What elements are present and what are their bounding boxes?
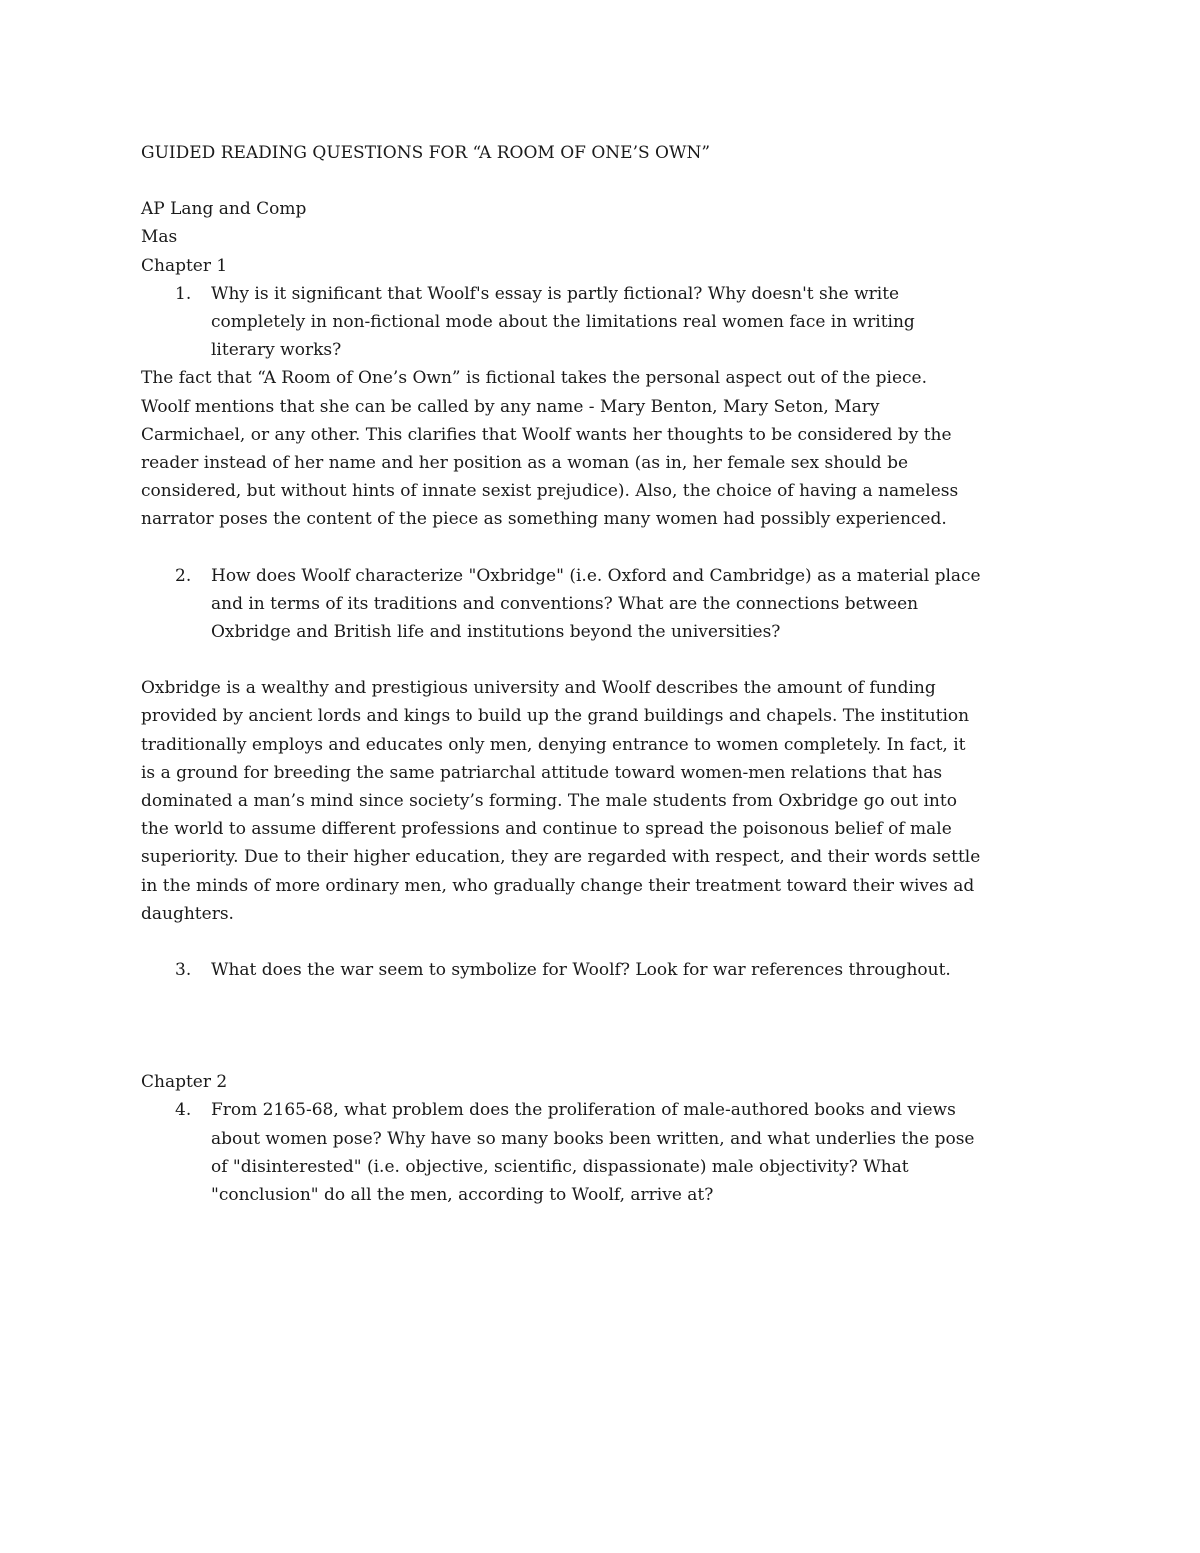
answer-line: dominated a man’s mind since society’s forming. The male students from Oxbridge go out into xyxy=(141,791,957,812)
answer-line: The fact that “A Room of One’s Own” is fictional takes the personal aspect out of the piece. xyxy=(141,368,928,389)
answer-line: Woolf mentions that she can be called by any name - Mary Benton, Mary Seton, Mary xyxy=(141,396,880,417)
student-name: Mas xyxy=(141,227,178,248)
question-number: 1. xyxy=(175,283,192,304)
question-line: "conclusion" do all the men, according to Woolf, arrive at? xyxy=(211,1185,714,1206)
spacer xyxy=(141,534,1061,562)
answer-line: reader instead of her name and her position as a woman (as in, her female sex should be xyxy=(141,453,909,474)
chapter-1-heading: Chapter 1 xyxy=(141,255,228,276)
question-1 xyxy=(141,280,1061,365)
answer-line: provided by ancient lords and kings to build up the grand buildings and chapels. The institution xyxy=(141,706,970,727)
question-line: What does the war seem to symbolize for Woolf? Look for war references throughout. xyxy=(211,960,951,981)
answer-line: Carmichael, or any other. This clarifies that Woolf wants her thoughts to be considered by the xyxy=(141,424,952,445)
spacer xyxy=(141,928,1061,956)
answer-2 xyxy=(141,674,1061,928)
document-body xyxy=(141,139,1061,1209)
spacer xyxy=(141,984,1061,1068)
answer-line: narrator poses the content of the piece as something many women had possibly experienced. xyxy=(141,509,947,530)
course-name: AP Lang and Comp xyxy=(141,199,307,220)
question-line: How does Woolf characterize "Oxbridge" (i.e. Oxford and Cambridge) as a material place xyxy=(211,565,981,586)
question-4 xyxy=(141,1096,1061,1209)
question-line: Oxbridge and British life and institutions beyond the universities? xyxy=(211,622,781,643)
answer-line: considered, but without hints of innate sexist prejudice). Also, the choice of having a nameless xyxy=(141,481,959,502)
spacer xyxy=(141,167,1061,195)
question-line: From 2165-68, what problem does the proliferation of male-authored books and views xyxy=(211,1100,956,1121)
question-line: completely in non-fictional mode about the limitations real women face in writing xyxy=(211,312,915,333)
question-number: 2. xyxy=(175,565,192,586)
question-number: 3. xyxy=(175,960,192,981)
answer-line: is a ground for breeding the same patriarchal attitude toward women-men relations that has xyxy=(141,762,943,783)
answer-line: Oxbridge is a wealthy and prestigious university and Woolf describes the amount of funding xyxy=(141,678,936,699)
question-line: of "disinterested" (i.e. objective, scientific, dispassionate) male objectivity? What xyxy=(211,1156,909,1177)
question-number: 4. xyxy=(175,1100,192,1121)
answer-line: superiority. Due to their higher education, they are regarded with respect, and their words settle xyxy=(141,847,981,868)
answer-1 xyxy=(141,364,1061,533)
question-line: and in terms of its traditions and conventions? What are the connections between xyxy=(211,593,919,614)
answer-line: traditionally employs and educates only men, denying entrance to women completely. In fact, it xyxy=(141,734,966,755)
answer-line: in the minds of more ordinary men, who gradually change their treatment toward their wives ad xyxy=(141,875,975,896)
document-title: GUIDED READING QUESTIONS FOR “A ROOM OF ONE’S OWN” xyxy=(141,143,711,163)
chapter-2-heading: Chapter 2 xyxy=(141,1072,228,1093)
spacer xyxy=(141,646,1061,674)
question-line: about women pose? Why have so many books been written, and what underlies the pose xyxy=(211,1128,975,1149)
answer-line: the world to assume different professions and continue to spread the poisonous belief of male xyxy=(141,819,952,840)
answer-line: daughters. xyxy=(141,903,234,924)
question-3 xyxy=(141,956,1061,984)
question-2 xyxy=(141,562,1061,647)
question-line: literary works? xyxy=(211,340,342,361)
question-line: Why is it significant that Woolf's essay is partly fictional? Why doesn't she write xyxy=(211,283,900,304)
